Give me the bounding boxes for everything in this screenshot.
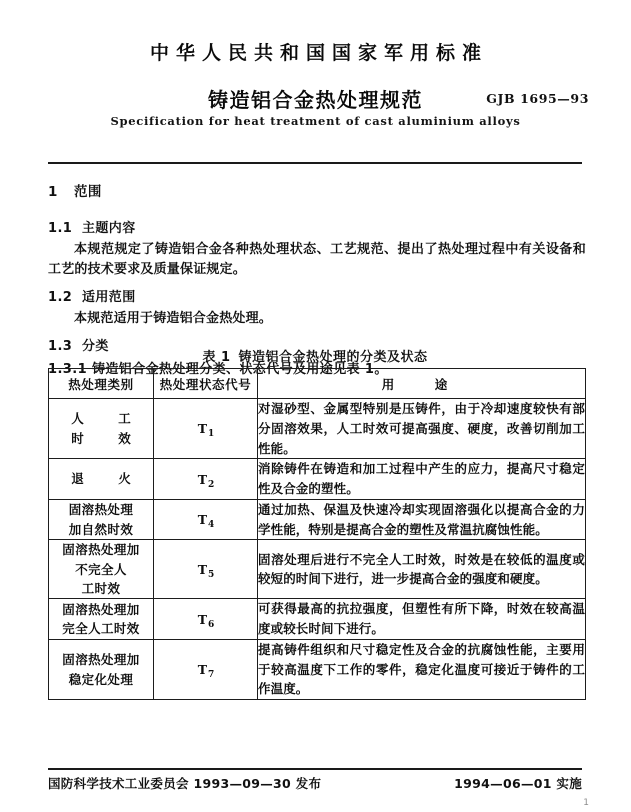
table-caption-number: 表 1	[202, 350, 231, 365]
footer-divider	[48, 768, 582, 770]
section-text-1-3-1: 铸造铝合金热处理分类、状态代号及用途见表 1。	[92, 362, 388, 378]
table-caption-text: 铸造铝合金热处理的分类及状态	[238, 350, 428, 365]
section-heading-scope	[48, 180, 586, 200]
state-code-base: T	[197, 662, 208, 677]
state-code-subscript: 7	[208, 670, 215, 680]
section-number-1-1: 1.1	[48, 221, 73, 236]
state-code-subscript: 2	[208, 479, 215, 490]
category-line: 稳定化处理	[68, 671, 134, 687]
state-code-subscript: 5	[208, 569, 215, 580]
state-code-base: T	[197, 471, 208, 487]
section-heading-subject	[48, 217, 586, 236]
table-row	[49, 399, 586, 459]
table-row	[49, 639, 586, 699]
category-line: 固溶热处理加	[62, 601, 140, 617]
page-footer	[48, 774, 582, 794]
table-row	[49, 459, 586, 500]
cell-use: 对湿砂型、金属型特别是压铸件，由于冷却速度较快有部分固溶效果，人工时效可提高强度、硬度，改善切削加工性能。	[258, 399, 586, 459]
state-code-base: T	[197, 561, 208, 577]
cell-state-code	[154, 599, 258, 640]
category-line: 固溶热处理加	[62, 652, 140, 668]
category-line: 人 工	[71, 411, 142, 427]
cell-category	[49, 599, 154, 640]
category-line: 固溶热处理	[68, 502, 134, 518]
category-line: 完全人工时效	[62, 621, 140, 637]
header-divider	[48, 162, 582, 164]
state-code-subscript: 1	[208, 429, 215, 440]
footer-issuer: 国防科学技术工业委员会 1993—09—30 发布	[48, 776, 322, 791]
section-label-1-1: 主题内容	[82, 221, 136, 236]
cell-category	[49, 459, 154, 500]
footer-effective-date: 1994—06—01 实施	[454, 776, 582, 791]
category-line: 不完全人	[75, 561, 127, 577]
section-number-1-3: 1.3	[48, 339, 73, 355]
state-code-subscript: 6	[208, 619, 215, 630]
standard-number: GJB 1695—93	[486, 91, 589, 106]
cell-state-code	[154, 540, 258, 599]
category-line: 时 效	[71, 430, 142, 446]
paragraph-application: 本规范适用于铸造铝合金热处理。	[74, 311, 273, 327]
table-header	[49, 369, 586, 399]
section-label-1: 范围	[74, 184, 102, 200]
paragraph-subject: 本规范规定了铸造铝合金各种热处理状态、工艺规范、提出了热处理过程中有关设备和工艺的技术要求及质量保证规定。	[48, 242, 586, 278]
state-code-base: T	[197, 512, 208, 527]
cell-category	[49, 639, 154, 699]
heat-treatment-table	[48, 368, 586, 700]
cell-use: 提高铸件组织和尺寸稳定性及合金的抗腐蚀性能，主要用于较高温度下工作的零件，稳定化温度可接近于铸件的工作温度。	[258, 639, 586, 699]
category-line: 退 火	[71, 471, 142, 487]
table-header-row	[49, 369, 586, 399]
document-subtitle-english: Specification for heat treatment of cast aluminium alloys	[110, 114, 521, 128]
title-row	[0, 84, 631, 114]
state-code-base: T	[197, 611, 208, 627]
cell-state-code	[154, 399, 258, 459]
column-header-category: 热处理类别	[49, 369, 154, 399]
column-header-state-code: 热处理状态代号	[154, 369, 258, 399]
cell-use: 消除铸件在铸造和加工过程中产生的应力，提高尺寸稳定性及合金的塑性。	[258, 459, 586, 500]
section-heading-application	[48, 286, 586, 305]
table-row	[49, 540, 586, 599]
table-row	[49, 599, 586, 640]
cell-state-code	[154, 499, 258, 540]
page-number: 1	[583, 798, 589, 808]
section-number-1: 1	[48, 184, 58, 200]
table-caption	[48, 346, 582, 365]
cell-use: 可获得最高的抗拉强度，但塑性有所下降，时效在较高温度或较长时间下进行。	[258, 599, 586, 640]
heat-treatment-table-wrapper	[48, 368, 585, 700]
state-code-base: T	[197, 421, 208, 437]
category-line: 固溶热处理加	[62, 542, 140, 558]
cell-category	[49, 540, 154, 599]
column-header-use	[258, 369, 586, 399]
cell-state-code	[154, 639, 258, 699]
table-row	[49, 499, 586, 540]
section-label-1-2: 适用范围	[82, 290, 136, 306]
section-number-1-2: 1.2	[48, 290, 73, 306]
category-line: 工时效	[81, 581, 121, 596]
cell-state-code	[154, 459, 258, 500]
cell-use: 固溶处理后进行不完全人工时效，时效是在较低的温度或较短的时间下进行，进一步提高合金的强度和硬度。	[258, 540, 586, 599]
masthead-national-standard: 中华人民共和国国家军用标准	[149, 42, 488, 64]
table-body	[49, 399, 586, 700]
section-label-1-3: 分类	[82, 339, 109, 355]
cell-category	[49, 499, 154, 540]
column-header-use-label: 用 途	[381, 376, 462, 392]
section-number-1-3-1: 1.3.1	[48, 362, 88, 378]
cell-category	[49, 399, 154, 459]
page-title: 铸造铝合金热处理规范	[208, 88, 423, 112]
category-line: 加自然时效	[68, 521, 134, 537]
state-code-subscript: 4	[208, 520, 215, 530]
cell-use: 通过加热、保温及快速冷却实现固溶强化以提高合金的力学性能，特别是提高合金的塑性及常温抗腐蚀性能。	[258, 499, 586, 540]
